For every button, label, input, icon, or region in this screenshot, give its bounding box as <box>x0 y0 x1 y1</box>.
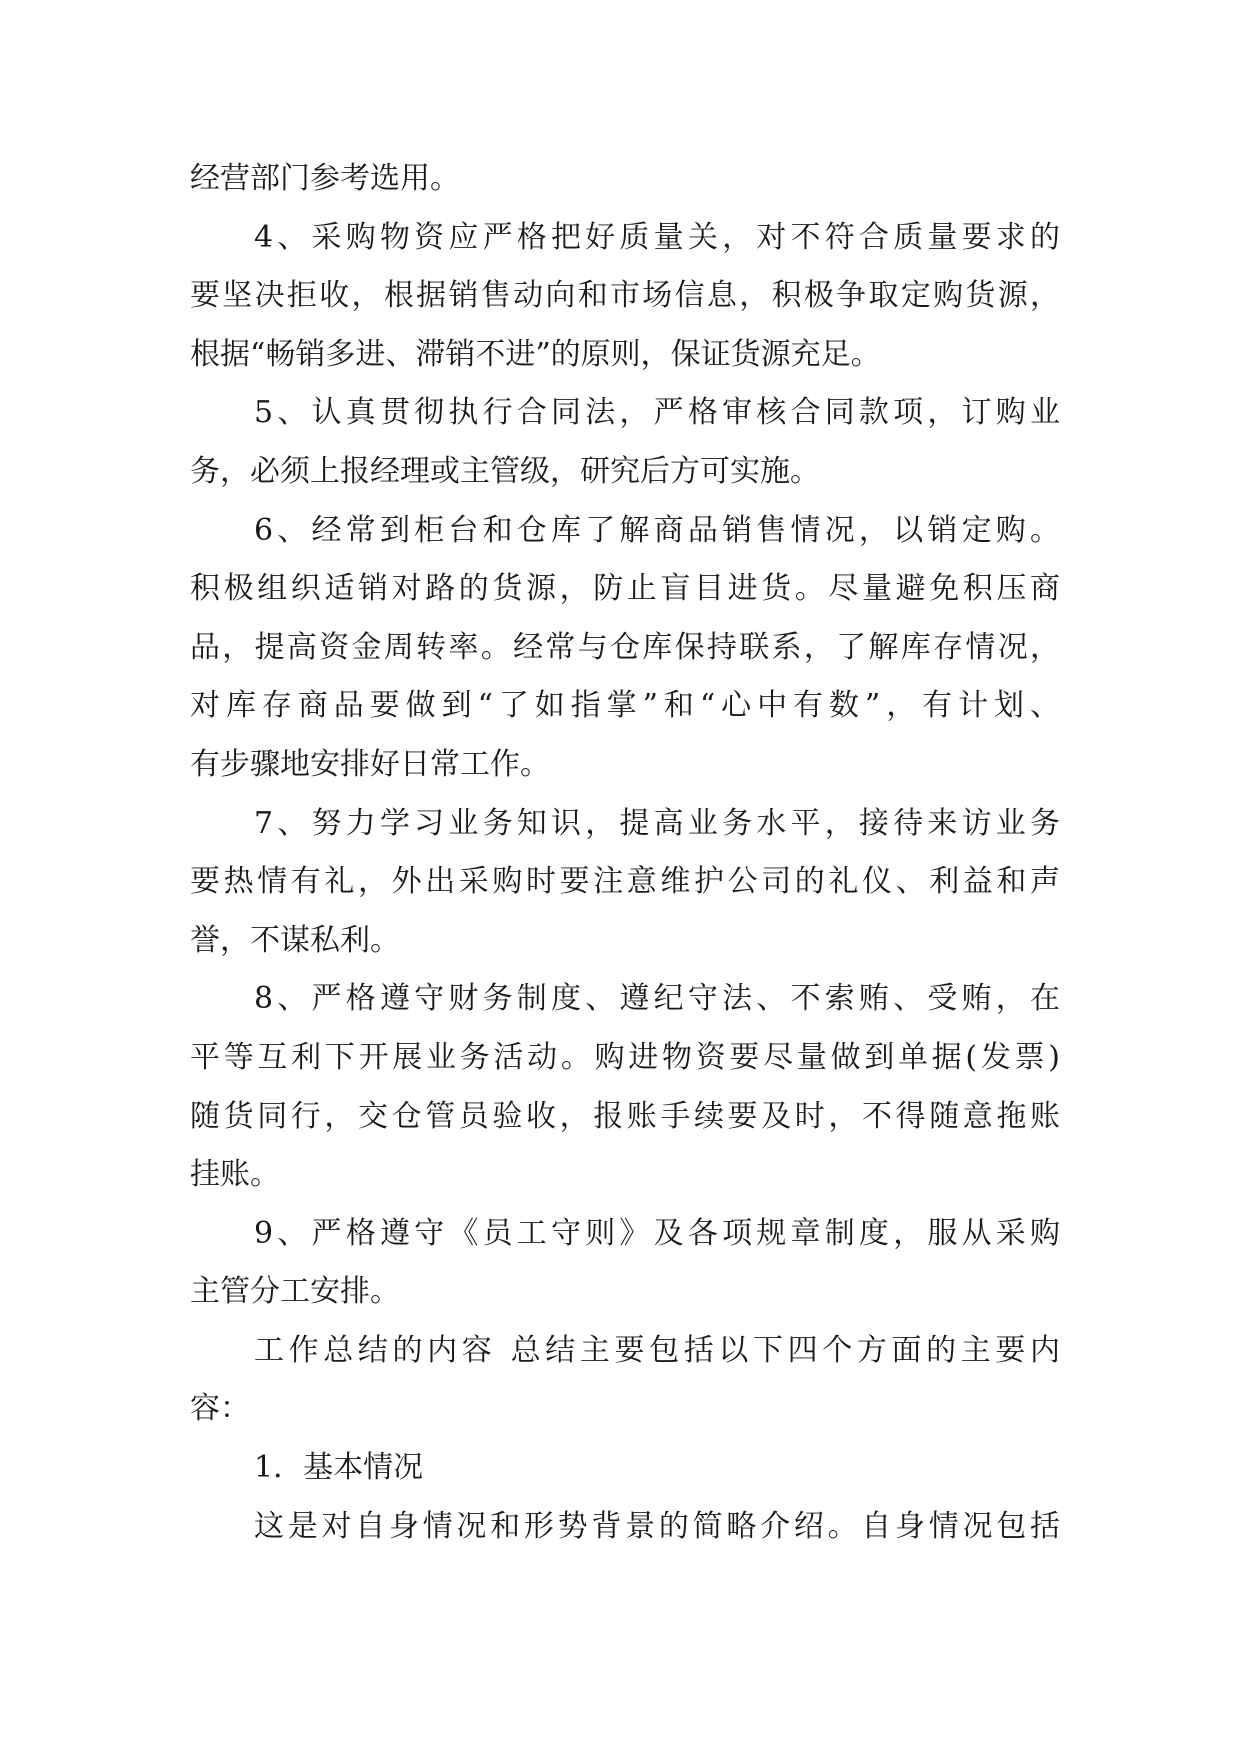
text-line: 有步骤地安排好日常工作。 <box>190 746 550 782</box>
text-line: 誉，不谋私利。 <box>190 922 400 958</box>
text-line: 要热情有礼，外出采购时要注意维护公司的礼仪、利益和声 <box>190 864 1060 900</box>
document-body <box>190 150 1060 1556</box>
text-line: 8、严格遵守财务制度、遵纪守法、不索贿、受贿，在 <box>254 981 1060 1017</box>
section-heading: 1．基本情况 <box>254 1450 424 1486</box>
text-line: 7、努力学习业务知识，提高业务水平，接待来访业务 <box>254 805 1060 841</box>
text-line: 对库存商品要做到“了如指掌”和“心中有数”，有计划、 <box>190 688 1060 724</box>
text-line: 主管分工安排。 <box>190 1274 400 1310</box>
text-line: 根据“畅销多进、滞销不进”的原则，保证货源充足。 <box>190 336 881 372</box>
text-line: 6、经常到柜台和仓库了解商品销售情况，以销定购。 <box>254 512 1060 548</box>
text-line: 品，提高资金周转率。经常与仓库保持联系，了解库存情况， <box>190 629 1060 665</box>
text-line: 容： <box>190 1391 250 1427</box>
text-line: 工作总结的内容 总结主要包括以下四个方面的主要内 <box>254 1332 1060 1368</box>
text-line: 务，必须上报经理或主管级，研究后方可实施。 <box>190 453 820 489</box>
text-line: 9、严格遵守《员工守则》及各项规章制度，服从采购 <box>254 1215 1060 1251</box>
text-line: 随货同行，交仓管员验收，报账手续要及时，不得随意拖账 <box>190 1098 1060 1134</box>
text-line: 5、认真贯彻执行合同法，严格审核合同款项，订购业 <box>254 395 1060 431</box>
text-line: 这是对自身情况和形势背景的简略介绍。自身情况包括 <box>254 1508 1060 1544</box>
text-line: 挂账。 <box>190 1157 280 1193</box>
text-line: 平等互利下开展业务活动。购进物资要尽量做到单据(发票) <box>190 1039 1060 1075</box>
text-line: 积极组织适销对路的货源，防止盲目进货。尽量避免积压商 <box>190 571 1060 607</box>
text-line: 4、采购物资应严格把好质量关，对不符合质量要求的 <box>254 219 1060 255</box>
text-line: 经营部门参考选用。 <box>190 161 460 196</box>
text-line: 要坚决拒收，根据销售动向和市场信息，积极争取定购货源， <box>190 278 1060 314</box>
